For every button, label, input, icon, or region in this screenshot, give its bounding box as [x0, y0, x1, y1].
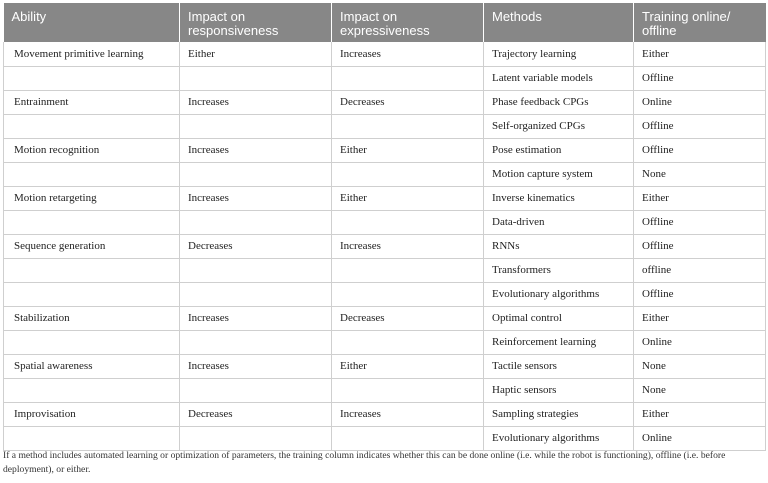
cell-responsiveness [180, 378, 332, 402]
cell-ability [4, 378, 180, 402]
cell-method: Evolutionary algorithms [484, 282, 634, 306]
cell-responsiveness: Decreases [180, 234, 332, 258]
cell-method: Data-driven [484, 210, 634, 234]
cell-ability: Motion recognition [4, 138, 180, 162]
cell-method: Pose estimation [484, 138, 634, 162]
cell-ability: Movement primitive learning [4, 42, 180, 66]
table-row [4, 282, 766, 306]
table-row [4, 138, 766, 162]
cell-expressiveness [332, 66, 484, 90]
table-row [4, 402, 766, 426]
cell-responsiveness: Either [180, 42, 332, 66]
cell-expressiveness [332, 378, 484, 402]
cell-responsiveness [180, 210, 332, 234]
header-ability: Ability [4, 3, 180, 42]
table-row [4, 306, 766, 330]
cell-responsiveness [180, 66, 332, 90]
cell-method: Haptic sensors [484, 378, 634, 402]
cell-ability [4, 258, 180, 282]
cell-method: Evolutionary algorithms [484, 426, 634, 450]
cell-training: None [634, 378, 766, 402]
cell-method: Latent variable models [484, 66, 634, 90]
cell-ability: Stabilization [4, 306, 180, 330]
cell-expressiveness [332, 114, 484, 138]
cell-training: Either [634, 306, 766, 330]
cell-ability: Improvisation [4, 402, 180, 426]
cell-method: Trajectory learning [484, 42, 634, 66]
cell-expressiveness: Increases [332, 402, 484, 426]
cell-training: Either [634, 402, 766, 426]
cell-training: Online [634, 330, 766, 354]
cell-method: Self-organized CPGs [484, 114, 634, 138]
cell-ability: Sequence generation [4, 234, 180, 258]
abilities-table [3, 3, 766, 451]
cell-expressiveness [332, 258, 484, 282]
table-body [4, 42, 766, 450]
cell-training: Online [634, 426, 766, 450]
cell-training: Online [634, 90, 766, 114]
header-impact-expressiveness: Impact on expressiveness [332, 3, 484, 42]
cell-training: None [634, 162, 766, 186]
table-container [3, 3, 765, 451]
cell-training: Offline [634, 114, 766, 138]
cell-method: Optimal control [484, 306, 634, 330]
cell-responsiveness [180, 258, 332, 282]
cell-ability [4, 426, 180, 450]
cell-method: Transformers [484, 258, 634, 282]
header-impact-responsiveness: Impact on responsiveness [180, 3, 332, 42]
table-row [4, 42, 766, 66]
cell-ability [4, 162, 180, 186]
cell-training: None [634, 354, 766, 378]
cell-expressiveness: Either [332, 354, 484, 378]
table-row [4, 378, 766, 402]
cell-method: RNNs [484, 234, 634, 258]
header-row [4, 3, 766, 42]
cell-ability [4, 114, 180, 138]
cell-expressiveness [332, 210, 484, 234]
cell-method: Phase feedback CPGs [484, 90, 634, 114]
cell-training: Either [634, 42, 766, 66]
cell-expressiveness: Decreases [332, 306, 484, 330]
cell-expressiveness: Either [332, 138, 484, 162]
cell-method: Tactile sensors [484, 354, 634, 378]
table-row [4, 186, 766, 210]
cell-ability [4, 282, 180, 306]
table-row [4, 90, 766, 114]
cell-responsiveness [180, 162, 332, 186]
cell-expressiveness [332, 330, 484, 354]
cell-expressiveness: Increases [332, 234, 484, 258]
cell-responsiveness [180, 114, 332, 138]
cell-method: Sampling strategies [484, 402, 634, 426]
cell-responsiveness [180, 426, 332, 450]
cell-expressiveness: Increases [332, 42, 484, 66]
cell-responsiveness: Decreases [180, 402, 332, 426]
table-header [4, 3, 766, 42]
cell-responsiveness: Increases [180, 90, 332, 114]
cell-training: Offline [634, 282, 766, 306]
table-row [4, 234, 766, 258]
cell-training: Offline [634, 210, 766, 234]
cell-training: Offline [634, 234, 766, 258]
header-training: Training online/ offline [634, 3, 766, 42]
table-footnote: If a method includes automated learning or optimization of parameters, the training column indicates whether this can be done online (i.e. while the robot is functioning), offline (i.e. before deployment), or either. [3, 450, 726, 475]
cell-training: Offline [634, 66, 766, 90]
table-row [4, 162, 766, 186]
table-row [4, 210, 766, 234]
cell-method: Motion capture system [484, 162, 634, 186]
cell-responsiveness: Increases [180, 138, 332, 162]
cell-expressiveness: Either [332, 186, 484, 210]
cell-method: Inverse kinematics [484, 186, 634, 210]
cell-expressiveness [332, 426, 484, 450]
table-row [4, 66, 766, 90]
cell-responsiveness [180, 282, 332, 306]
cell-ability [4, 66, 180, 90]
header-methods: Methods [484, 3, 634, 42]
cell-responsiveness: Increases [180, 306, 332, 330]
cell-ability: Motion retargeting [4, 186, 180, 210]
table-row [4, 114, 766, 138]
cell-ability [4, 330, 180, 354]
cell-responsiveness [180, 330, 332, 354]
cell-training: Either [634, 186, 766, 210]
table-row [4, 354, 766, 378]
cell-method: Reinforcement learning [484, 330, 634, 354]
cell-training: offline [634, 258, 766, 282]
cell-expressiveness: Decreases [332, 90, 484, 114]
cell-training: Offline [634, 138, 766, 162]
cell-expressiveness [332, 162, 484, 186]
cell-responsiveness: Increases [180, 354, 332, 378]
table-row [4, 426, 766, 450]
cell-responsiveness: Increases [180, 186, 332, 210]
table-row [4, 330, 766, 354]
table-row [4, 258, 766, 282]
cell-ability: Entrainment [4, 90, 180, 114]
cell-ability [4, 210, 180, 234]
cell-expressiveness [332, 282, 484, 306]
cell-ability: Spatial awareness [4, 354, 180, 378]
